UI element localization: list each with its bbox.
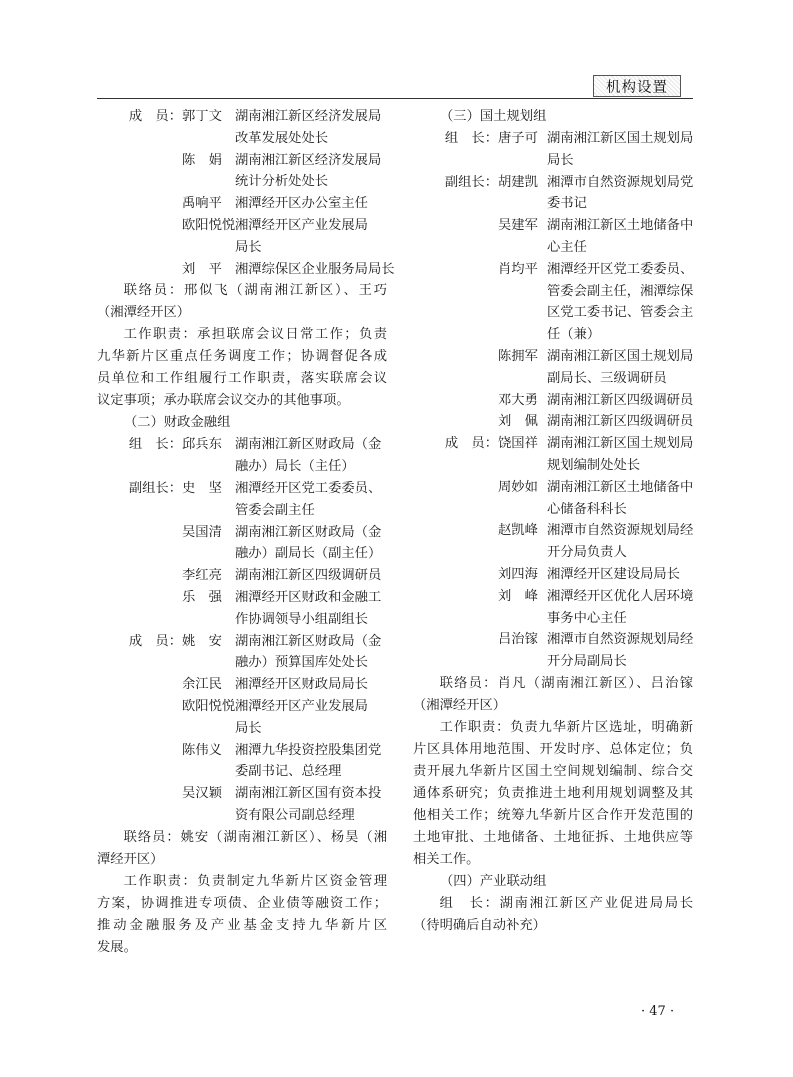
member-desc <box>547 477 693 521</box>
member-desc-line: 管委会副主任，湘潭综保 <box>547 283 694 299</box>
member-row <box>97 631 387 675</box>
member-role <box>97 215 182 259</box>
member-role <box>413 390 498 412</box>
page-number: · 47 · <box>641 1004 675 1019</box>
member-desc-line: 湖南湘江新区土地储备中 <box>547 218 694 234</box>
member-row <box>413 346 693 390</box>
member-desc <box>235 259 395 281</box>
member-desc-line: 湖南湘江新区财政局（金 <box>235 524 382 540</box>
member-role <box>97 522 182 566</box>
member-desc-line: 湖南湘江新区国土规划局 <box>547 348 694 364</box>
member-name: 陈拥军 <box>498 348 538 364</box>
member-desc-line: 湘潭经开区优化人居环境 <box>547 588 694 604</box>
member-role <box>413 629 498 673</box>
member-desc <box>547 433 693 477</box>
paragraph <box>413 673 693 717</box>
paragraph-line: （待明确后自动补充） <box>413 917 546 933</box>
section-heading: （四）产业联动组 <box>440 873 547 889</box>
member-desc-line: 心主任 <box>547 239 587 255</box>
member-name: 郭丁文 <box>182 109 222 124</box>
member-name: 吴汉颖 <box>182 786 222 802</box>
member-desc-line: 湘潭九华投资控股集团党 <box>235 742 382 758</box>
member-role: 组 长： <box>128 437 182 453</box>
member-role <box>97 783 182 827</box>
member-row <box>97 150 387 194</box>
section-heading: （二）财政金融组 <box>124 415 231 431</box>
member-desc <box>547 411 693 433</box>
paragraph-line: 议定事项；承办联席会议交办的其他事项。 <box>97 393 350 409</box>
member-row <box>97 522 387 566</box>
member-desc-line: 湖南湘江新区国土规划局 <box>547 131 694 146</box>
member-desc-line: 开分局副局长 <box>547 654 627 670</box>
member-row <box>97 478 387 522</box>
member-name: 乐 强 <box>182 589 222 605</box>
paragraph <box>413 893 693 937</box>
paragraph-line: 九华新片区重点任务调度工作；协调督促各成 <box>97 349 387 365</box>
paragraph-line: 片区具体用地范围、开发时序、总体定位；负 <box>413 741 693 757</box>
member-desc-line: 湘潭市自然资源规划局党 <box>547 174 694 190</box>
member-row <box>97 674 387 696</box>
member-desc-line: 资有限公司副总经理 <box>235 807 355 823</box>
member-desc-line: 湘潭经开区党工委委员、 <box>235 480 382 496</box>
paragraph <box>97 827 387 871</box>
member-role <box>97 587 182 631</box>
member-desc-line: 湖南湘江新区四级调研员 <box>235 568 382 584</box>
member-desc <box>235 522 381 566</box>
member-desc-line: 湘潭经开区财政局局长 <box>235 677 368 693</box>
paragraph-line: 工作职责：负责九华新片区选址，明确新 <box>439 719 693 735</box>
paragraph-line: 方案，协调推进专项债、企业债等融资工作； <box>97 895 387 911</box>
member-name: 唐子可 <box>498 131 538 146</box>
member-desc <box>547 128 693 172</box>
member-desc <box>547 629 693 673</box>
member-desc <box>547 172 693 216</box>
member-row <box>413 520 693 564</box>
paragraph-line: 组 长：湖南湘江新区产业促进局局长 <box>439 895 693 911</box>
member-role <box>413 477 498 521</box>
member-name: 吴国清 <box>182 524 222 540</box>
member-role <box>413 346 498 390</box>
member-desc <box>235 193 368 215</box>
member-desc <box>547 520 693 564</box>
member-desc-line: 融办）副局长（副主任） <box>235 546 382 562</box>
paragraph <box>97 871 387 959</box>
member-row <box>413 433 693 477</box>
member-role <box>97 193 182 215</box>
member-desc-line: 作协调领导小组副组长 <box>235 611 368 627</box>
member-desc-line: 湖南湘江新区国有资本投 <box>235 786 382 802</box>
member-desc-line: 规划编制处处长 <box>547 457 641 473</box>
member-row <box>97 215 387 259</box>
member-desc-line: 湘潭经开区建设局局长 <box>547 566 680 582</box>
member-desc-line: 委副书记、总经理 <box>235 764 342 780</box>
member-desc <box>235 150 381 194</box>
member-name: 邱兵东 <box>182 437 222 453</box>
member-role: 副组长： <box>444 174 498 190</box>
member-desc <box>547 215 693 259</box>
member-desc <box>235 674 368 696</box>
paragraph-line: 员单位和工作组履行工作职责，落实联席会议 <box>97 371 387 387</box>
member-role <box>97 674 182 696</box>
member-role <box>413 520 498 564</box>
member-role <box>97 150 182 194</box>
member-row <box>413 586 693 630</box>
member-desc-line: 湖南湘江新区土地储备中 <box>547 479 694 495</box>
paragraph-line: 联络员：肖凡（湖南湘江新区）、吕治镓 <box>439 675 693 691</box>
member-desc-line: 湖南湘江新区经济发展局 <box>235 152 382 168</box>
right-column <box>413 106 693 937</box>
member-desc-line: 湘潭经开区党工委委员、 <box>547 261 694 277</box>
member-desc-line: 副局长、三级调研员 <box>547 370 667 386</box>
member-row <box>413 215 693 259</box>
paragraph-line: 联络员：姚安（湖南湘江新区）、杨昊（湘 <box>123 829 387 845</box>
member-name: 刘 平 <box>182 261 222 277</box>
member-role: 成 员： <box>128 633 182 649</box>
member-desc-line: 湘潭市自然资源规划局经 <box>547 632 694 648</box>
member-desc-line: 开分局负责人 <box>547 545 627 561</box>
paragraph-line: 推动金融服务及产业基金支持九华新片区 <box>97 917 387 933</box>
member-desc-line: 湘潭经开区办公室主任 <box>235 196 368 212</box>
member-desc-line: 湖南湘江新区财政局（金 <box>235 633 382 649</box>
member-desc <box>235 565 381 587</box>
member-name: 欧阳悦悦 <box>182 698 236 714</box>
member-row <box>413 477 693 521</box>
member-name: 刘四海 <box>498 566 538 582</box>
member-row <box>97 783 387 827</box>
member-name: 余江民 <box>182 677 222 693</box>
member-desc <box>235 631 381 675</box>
member-desc-line: 湘潭经开区产业发展局 <box>235 698 368 714</box>
member-name: 刘 峰 <box>498 588 538 604</box>
member-role <box>97 565 182 587</box>
member-row <box>413 564 693 586</box>
member-desc-line: 管委会副主任 <box>235 502 315 518</box>
member-name: 吴建军 <box>498 218 538 234</box>
member-name: 姚 安 <box>182 633 222 649</box>
member-desc <box>235 106 381 150</box>
left-column <box>97 106 395 959</box>
member-desc-line: 局长 <box>235 239 262 255</box>
paragraph-line: 相关工作。 <box>413 851 480 867</box>
member-desc <box>547 259 693 346</box>
member-row <box>413 629 693 673</box>
member-desc-line: 湘潭经开区产业发展局 <box>235 217 368 233</box>
member-row <box>97 106 387 150</box>
paragraph-line: 工作职责：承担联席会议日常工作；负责 <box>123 327 387 343</box>
member-desc-line: 湖南湘江新区经济发展局 <box>235 109 382 124</box>
member-desc-line: 湘潭综保区企业服务局局长 <box>235 261 395 277</box>
member-name: 邓大勇 <box>498 392 538 408</box>
member-desc-line: 统计分析处处长 <box>235 174 329 190</box>
member-desc <box>547 390 693 412</box>
paragraph <box>97 280 387 324</box>
member-desc-line: 湘潭经开区财政和金融工 <box>235 589 382 605</box>
member-row <box>413 128 693 172</box>
member-desc <box>235 587 381 631</box>
member-desc <box>235 740 381 784</box>
member-name: 肖均平 <box>498 261 538 277</box>
member-name: 刘 佩 <box>498 414 538 430</box>
paragraph-line: 责开展九华新片区国土空间规划编制、综合交 <box>413 763 693 779</box>
paragraph-line: 土地审批、土地储备、土地征拆、土地供应等 <box>413 829 693 845</box>
member-desc-line: 湘潭市自然资源规划局经 <box>547 523 694 539</box>
member-desc-line: 局长 <box>547 152 574 168</box>
member-name: 陈 娟 <box>182 152 222 168</box>
member-desc <box>235 215 368 259</box>
member-role <box>413 411 498 433</box>
paragraph-line: 潭经开区） <box>97 851 164 867</box>
member-role <box>97 696 182 740</box>
section-title-badge: 机构设置 <box>593 75 681 97</box>
member-desc <box>235 434 381 478</box>
member-desc <box>235 783 381 827</box>
member-desc-line: 湖南湘江新区财政局（金 <box>235 437 382 453</box>
paragraph-line: 联络员：邢似飞（湖南湘江新区）、王巧 <box>123 283 387 299</box>
member-role: 副组长： <box>128 480 182 496</box>
paragraph-line: 他相关工作；统筹九华新片区合作开发范围的 <box>413 807 693 823</box>
member-desc-line: 融办）预算国库处处长 <box>235 655 368 671</box>
member-desc-line: 委书记 <box>547 196 587 212</box>
member-role <box>413 215 498 259</box>
member-name: 饶国祥 <box>498 436 538 452</box>
member-name: 陈伟义 <box>182 742 222 758</box>
member-row <box>97 587 387 631</box>
member-role <box>97 740 182 784</box>
member-row <box>413 411 693 433</box>
member-name: 吕治镓 <box>498 632 538 648</box>
member-desc-line: 湖南湘江新区四级调研员 <box>547 392 694 408</box>
member-role <box>413 564 498 586</box>
member-desc <box>235 696 368 740</box>
member-desc-line: 湖南湘江新区四级调研员 <box>547 414 694 430</box>
member-name: 周妙如 <box>498 479 538 495</box>
paragraph <box>413 717 693 871</box>
member-desc-line: 心储备科科长 <box>547 501 627 517</box>
member-role: 组 长： <box>444 131 498 146</box>
member-desc-line: 区党工委书记、管委会主 <box>547 305 694 321</box>
member-desc-line: 事务中心主任 <box>547 610 627 626</box>
member-name: 胡建凯 <box>498 174 538 190</box>
member-row <box>97 434 387 478</box>
member-row <box>413 259 693 346</box>
member-role: 成 员： <box>128 109 182 124</box>
member-name: 李红亮 <box>182 568 222 584</box>
member-row <box>97 740 387 784</box>
member-row <box>97 696 387 740</box>
member-name: 史 坚 <box>182 480 222 496</box>
section-heading: （三）国土规划组 <box>440 109 547 124</box>
member-desc <box>547 346 693 390</box>
header-rule <box>97 98 693 99</box>
member-desc-line: 局长 <box>235 720 262 736</box>
member-desc-line: 任（兼） <box>547 327 601 343</box>
member-row <box>413 172 693 216</box>
member-name: 赵凯峰 <box>498 523 538 539</box>
paragraph-line: 发展。 <box>97 939 137 955</box>
member-desc-line: 融办）局长（主任） <box>235 459 355 475</box>
member-row <box>413 390 693 412</box>
member-desc-line: 改革发展处处长 <box>235 130 329 146</box>
member-role <box>413 259 498 346</box>
member-row <box>97 565 387 587</box>
member-desc <box>547 564 680 586</box>
member-desc <box>547 586 693 630</box>
paragraph-line: （湘潭经开区） <box>413 697 507 713</box>
paragraph-line: 通体系研究；负责推进土地利用规划调整及其 <box>413 785 693 801</box>
member-role: 成 员： <box>444 436 498 452</box>
member-desc-line: 湖南湘江新区国土规划局 <box>547 436 694 452</box>
paragraph-line: （湘潭经开区） <box>97 305 191 321</box>
member-row <box>97 193 387 215</box>
paragraph-line: 工作职责：负责制定九华新片区资金管理 <box>123 873 387 889</box>
member-role <box>97 259 182 281</box>
paragraph <box>97 324 387 412</box>
member-name: 欧阳悦悦 <box>182 217 236 233</box>
member-role <box>413 586 498 630</box>
member-row <box>97 259 395 281</box>
member-name: 禹响平 <box>182 196 222 212</box>
member-desc <box>235 478 381 522</box>
